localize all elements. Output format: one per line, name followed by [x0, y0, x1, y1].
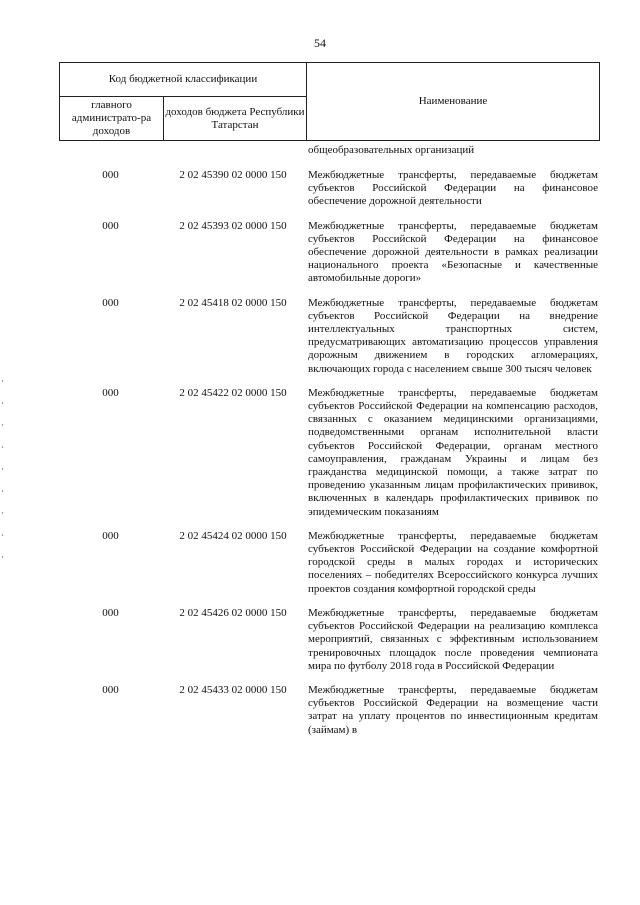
- table-row: [59, 684, 598, 737]
- income-column-header: доходов бюджета Республики Татарстан: [164, 97, 307, 141]
- row-name: Межбюджетные трансферты, передаваемые бюджетам субъектов Российской Федерации на создание комфортной городской среды в малых городах и исторических поселениях – победителях Всероссийского конкурса лучших проектов создания комфортной городской среды: [308, 529, 598, 595]
- table-row: [59, 607, 598, 673]
- admin-code: 000: [102, 606, 119, 619]
- budget-code: 2 02 45390 02 0000 150: [179, 169, 287, 181]
- admin-code: 000: [102, 169, 119, 181]
- table-row: [59, 169, 598, 209]
- admin-code: 000: [102, 529, 119, 542]
- budget-code: 2 02 45422 02 0000 150: [179, 386, 287, 399]
- name-column-header: Наименование: [307, 63, 600, 141]
- budget-code: 2 02 45393 02 0000 150: [179, 219, 287, 232]
- table-row: [59, 387, 598, 519]
- budget-code: 2 02 45433 02 0000 150: [179, 683, 287, 696]
- admin-code: 000: [102, 683, 119, 696]
- row-name: Межбюджетные трансферты, передаваемые бюджетам субъектов Российской Федерации на финансовое обеспечение дорожной деятельности в рамках реализации национального проекта «Безопасные и качественные автомобильные дороги»: [308, 219, 598, 285]
- row-name: Межбюджетные трансферты, передаваемые бюджетам субъектов Российской Федерации на внедрение интеллектуальных транспортных систем, предусматривающих автоматизацию процессов управления дорожным движением в городских агломерациях, включающих города с населением свыше 300 тысяч человек: [308, 296, 598, 375]
- row-name: Межбюджетные трансферты, передаваемые бюджетам субъектов Российской Федерации на финансовое обеспечение дорожной деятельности: [308, 169, 598, 208]
- table-header: [59, 62, 600, 141]
- page-number: 54: [314, 36, 326, 50]
- row-name: Межбюджетные трансферты, передаваемые бюджетам субъектов Российской Федерации на возмещение части затрат на уплату процентов по инвестиционным кредитам (займам) в: [308, 683, 598, 736]
- scan-margin-marks: [2, 380, 3, 560]
- budget-code: 2 02 45418 02 0000 150: [179, 296, 287, 309]
- admin-code: 000: [102, 296, 119, 309]
- code-group-header: Код бюджетной классификации: [60, 63, 307, 97]
- continuation-row: [59, 144, 598, 157]
- table-row: [59, 220, 598, 286]
- admin-code: 000: [102, 219, 119, 232]
- table-row: [59, 297, 598, 376]
- budget-code: 2 02 45424 02 0000 150: [179, 529, 287, 542]
- row-name: Межбюджетные трансферты, передаваемые бюджетам субъектов Российской Федерации на компенсацию расходов, связанных с оказанием медицинскими организациями, подведомственными органам исполнительной власти субъектов Российской Федерации, органам местного самоуправления, гражданам Украины и лицам без гражданства медицинской помощи, а также затрат по проведению указанным лицам профилактических прививок, включенных в календарь профилактических прививок по эпидемическим показаниям: [308, 386, 598, 518]
- table-row: [59, 530, 598, 596]
- table-body: [59, 144, 598, 748]
- row-name: Межбюджетные трансферты, передаваемые бюджетам субъектов Российской Федерации на реализацию комплекса мероприятий, связанных с эффективным использованием тренировочных площадок после проведения чемпионата мира по футболу 2018 года в Российской Федерации: [308, 606, 598, 672]
- admin-column-header: главного администрато-ра доходов: [60, 97, 164, 141]
- admin-code: 000: [102, 386, 119, 399]
- budget-code: 2 02 45426 02 0000 150: [179, 606, 287, 619]
- continuation-text: общеобразовательных организаций: [308, 144, 475, 156]
